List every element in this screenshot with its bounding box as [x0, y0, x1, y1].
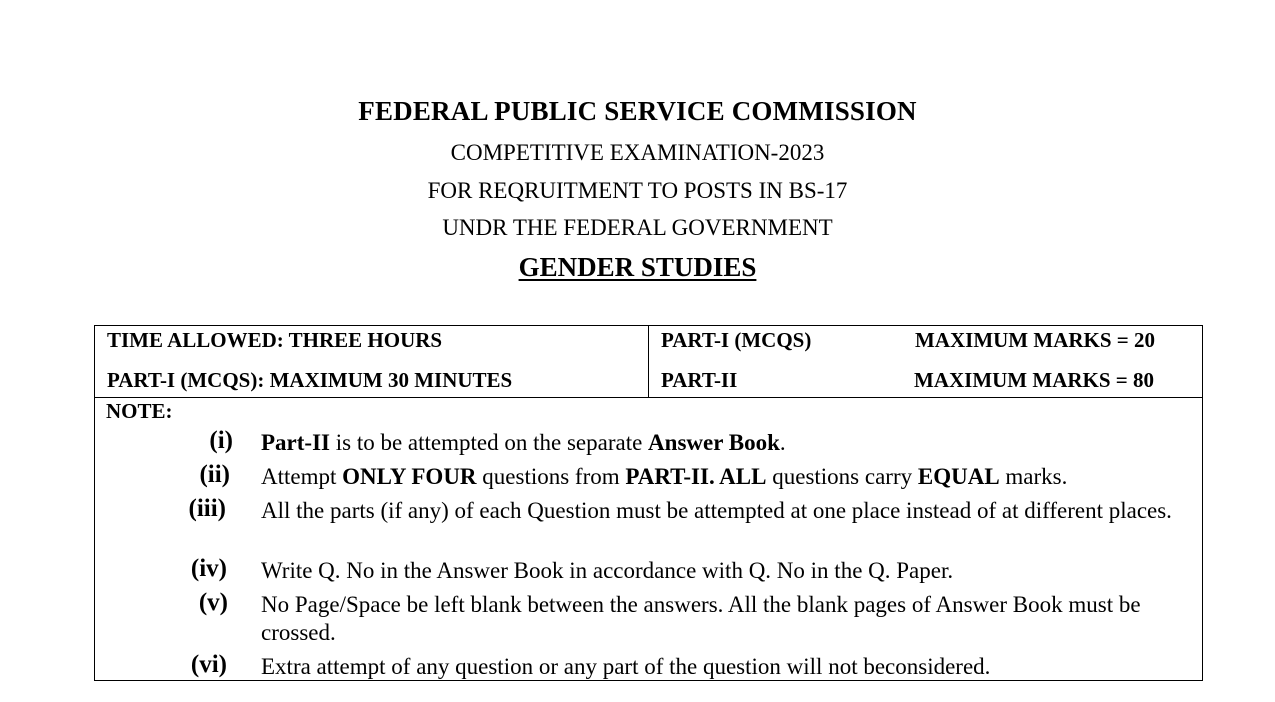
- note-number: (vi): [190, 651, 227, 678]
- note-segment: is to be attempted on the separate: [329, 430, 649, 455]
- note-segment: marks.: [999, 464, 1068, 489]
- note-segment: questions from: [476, 464, 626, 489]
- note-emphasis: Answer Book: [648, 430, 780, 455]
- part1-time-limit: PART-I (MCQS): MAXIMUM 30 MINUTES: [107, 368, 513, 392]
- column-divider: [648, 326, 649, 397]
- note-segment: All the parts (if any) of each Question must be attempted at one place instead of at different places.: [261, 498, 1172, 523]
- note-emphasis: EQUAL: [917, 464, 1000, 489]
- note-text: [261, 653, 1191, 681]
- recruitment-line: FOR REQRUITMENT TO POSTS IN BS-17: [427, 178, 848, 203]
- part1-max-marks: MAXIMUM MARKS = 20: [915, 328, 1156, 352]
- note-label: NOTE:: [106, 399, 173, 423]
- note-text: [261, 591, 1191, 647]
- part1-label: PART-I (MCQS): [661, 328, 812, 352]
- note-segment: questions carry: [766, 464, 918, 489]
- note-text: [261, 497, 1191, 525]
- commission-title: FEDERAL PUBLIC SERVICE COMMISSION: [358, 96, 917, 126]
- instructions-box: [94, 325, 1203, 681]
- note-text: [261, 557, 1191, 585]
- note-segment: .: [779, 430, 786, 455]
- part2-max-marks: MAXIMUM MARKS = 80: [914, 368, 1155, 392]
- note-number: (ii): [199, 461, 230, 488]
- note-text: [261, 463, 1191, 491]
- note-emphasis: Part-II: [261, 430, 330, 455]
- part2-label: PART-II: [661, 368, 738, 392]
- note-emphasis: PART-II. ALL: [625, 464, 767, 489]
- note-number: (iii): [188, 495, 226, 522]
- note-emphasis: ONLY FOUR: [342, 464, 477, 489]
- subject-title: GENDER STUDIES: [518, 252, 757, 282]
- note-segment: No Page/Space be left blank between the answers. All the blank pages of Answer Book must be crossed.: [261, 592, 1141, 645]
- row-divider: [95, 397, 1202, 398]
- note-segment: Attempt: [261, 464, 343, 489]
- note-text: [261, 429, 1191, 457]
- note-number: (i): [209, 427, 233, 454]
- exam-name: COMPETITIVE EXAMINATION-2023: [450, 140, 825, 165]
- note-segment: Extra attempt of any question or any part of the question will not beconsidered.: [261, 654, 991, 679]
- time-allowed: TIME ALLOWED: THREE HOURS: [107, 328, 443, 352]
- note-number: (v): [198, 589, 228, 616]
- government-line: UNDR THE FEDERAL GOVERNMENT: [442, 215, 833, 240]
- note-number: (iv): [190, 555, 227, 582]
- note-segment: Write Q. No in the Answer Book in accordance with Q. No in the Q. Paper.: [261, 558, 954, 583]
